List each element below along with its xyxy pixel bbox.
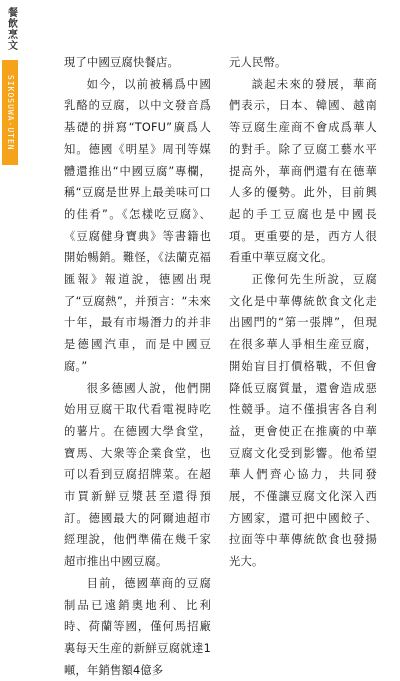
paragraph: 元人民幣。 [229,56,287,69]
paragraph: 談起未來的發展，華商們表示，日本、韓國、越南等豆腐生産商不會成爲華人的對手。除了豆腐工藝水平提高外，華商們還有在德華人多的優勢。此外，目前興起的手工豆腐也是中國長項。更重要的是，西方人很看重中華豆腐文化。 [229,77,377,265]
right-text-column [229,52,377,573]
paragraph: 正像何先生所說，豆腐文化是中華傳統飲食文化走出國門的“第一張牌”，但現在很多華人爭相生産豆腐，開始盲目打價格戰，不但會降低豆腐質量，還會造成惡性競爭。這不僅損害各自利益，更會使正在推廣的中華豆腐文化受到影響。他希望華人們齊心協力，共同發展，不僅讓豆腐文化深入西方國家，還可把中國餃子、拉面等中華傳統飲食也發揚光大。 [229,273,377,569]
page-side-strip [0,0,28,569]
paragraph: 很多德國人說，他們開始用豆腐干取代看電視時吃的薯片。在德國大學食堂，寶馬、大衆等企業食堂，也可以看到豆腐招牌菜。在超市買新鮮豆漿甚至還得預訂。德國最大的阿爾迪超市經理說，他們準備在幾千家超市推出中國豆腐。 [64,381,211,569]
paragraph: 目前，德國華商的豆腐制品已遠銷奧地利、比利時、荷蘭等國，僅何馬招廠裏每天生産的新鮮豆腐就達1噸，年銷售額4億多 [64,576,211,677]
paragraph: 如今，以前被稱爲中國乳酪的豆腐，以中文發音爲基礎的拼寫“TOFU”廣爲人知。德國《明星》周刊等媒體還推出“中國豆腐”專欄，稱“豆腐是世界上最美味可口的佳肴”。《怎樣吃豆腐》、《豆腐健身寶典》等書籍也開始暢銷。難怪，《法蘭克福匯報》報道說，德國出現了“豆腐熱”，并預言：“未來十年，最有市場潛力的并非是德國汽車，而是中國豆腐。” [64,77,211,373]
left-text-column [64,52,211,681]
orange-section-band [2,60,18,165]
paragraph: 現了中國豆腐快餐店。 [64,56,179,69]
section-title: 餐飲烹文 [8,8,18,52]
section-band-label: SIKOSUWA·UTEN [6,74,15,151]
